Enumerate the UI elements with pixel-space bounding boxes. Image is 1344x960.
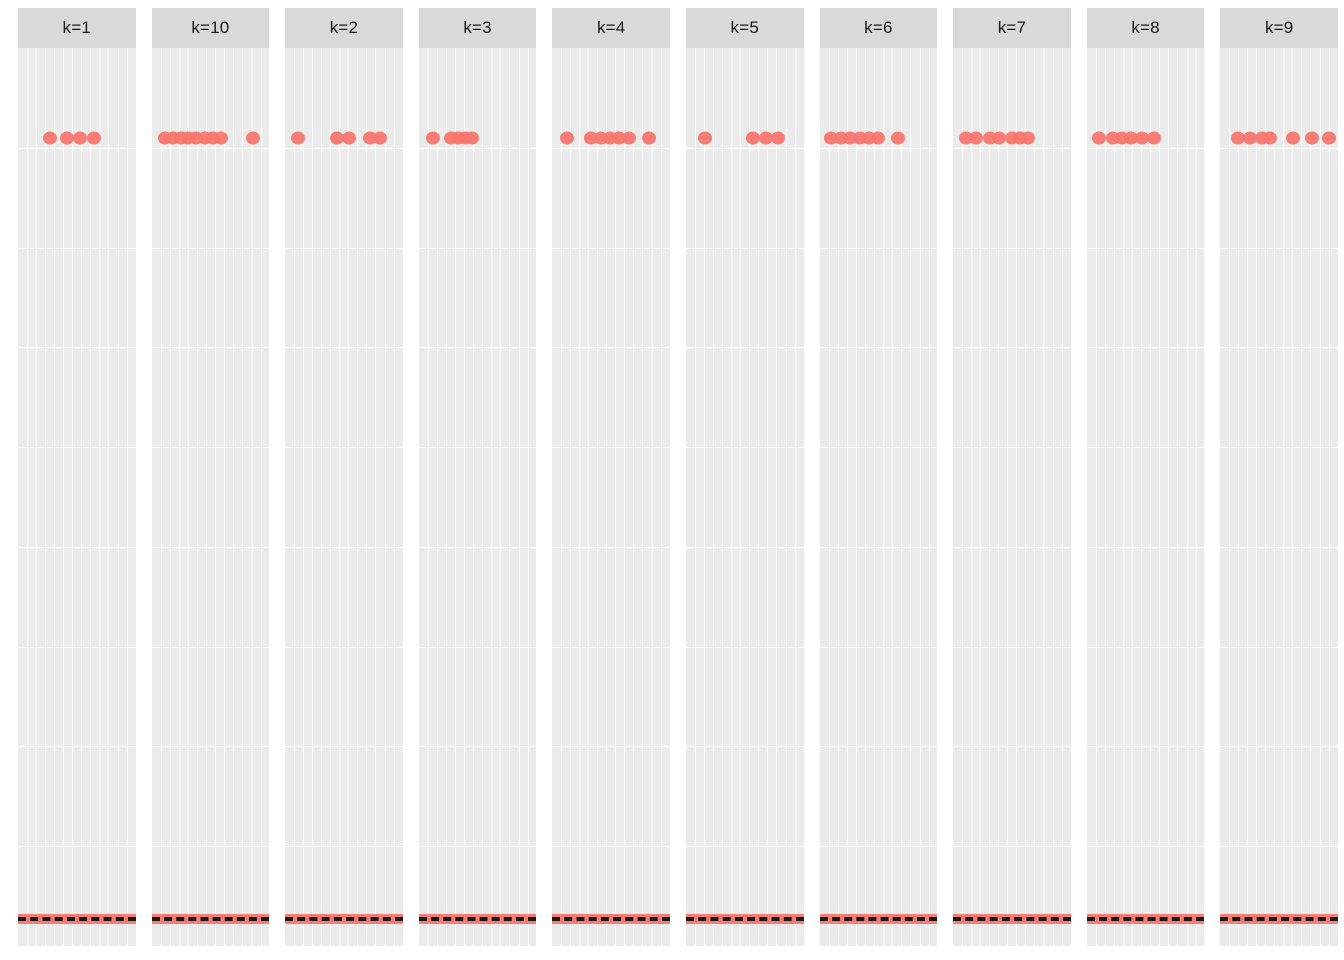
reference-line — [285, 917, 403, 921]
x-gridline — [312, 48, 313, 946]
y-gridline — [552, 248, 670, 249]
x-gridline — [786, 48, 787, 946]
y-gridline — [686, 547, 804, 548]
facet-strip-label: k=2 — [285, 8, 403, 48]
x-gridline — [704, 48, 705, 946]
x-gridline — [303, 48, 304, 946]
x-gridline — [72, 48, 73, 946]
y-gridline — [686, 647, 804, 648]
x-gridline — [36, 48, 37, 946]
facet-strip-label: k=10 — [152, 8, 270, 48]
y-gridline — [152, 647, 270, 648]
data-point — [1092, 131, 1106, 144]
facet-panel — [18, 48, 136, 946]
facet-k-6 — [820, 8, 938, 946]
reference-line — [152, 917, 270, 921]
y-gridline — [18, 248, 136, 249]
facet-strip-label: k=3 — [419, 8, 537, 48]
facet-panel — [953, 48, 1071, 946]
reference-line — [820, 917, 938, 921]
y-gridline — [1220, 447, 1338, 448]
x-gridline — [901, 48, 902, 946]
x-gridline — [63, 48, 64, 946]
data-point — [622, 131, 636, 144]
x-gridline — [206, 48, 207, 946]
y-gridline — [686, 248, 804, 249]
x-gridline — [1310, 48, 1311, 946]
x-gridline — [1196, 48, 1197, 946]
y-gridline — [285, 846, 403, 847]
data-point — [291, 131, 305, 144]
y-gridline — [820, 647, 938, 648]
data-point — [698, 131, 712, 144]
x-gridline — [606, 48, 607, 946]
x-gridline — [233, 48, 234, 946]
y-gridline — [820, 148, 938, 149]
x-gridline — [188, 48, 189, 946]
x-gridline — [1141, 48, 1142, 946]
y-gridline — [18, 347, 136, 348]
x-gridline — [962, 48, 963, 946]
facet-panel — [1087, 48, 1205, 946]
x-gridline — [54, 48, 55, 946]
y-gridline — [285, 148, 403, 149]
x-gridline — [731, 48, 732, 946]
x-gridline — [1016, 48, 1017, 946]
data-point — [871, 131, 885, 144]
data-point — [465, 131, 479, 144]
x-gridline — [357, 48, 358, 946]
facet-k-4 — [552, 8, 670, 946]
x-gridline — [758, 48, 759, 946]
facet-strip-label: k=9 — [1220, 8, 1338, 48]
y-gridline — [18, 148, 136, 149]
x-gridline — [883, 48, 884, 946]
data-point — [1147, 131, 1161, 144]
data-point — [246, 131, 260, 144]
data-point — [1305, 131, 1319, 144]
facet-panel — [152, 48, 270, 946]
x-gridline — [1132, 48, 1133, 946]
y-gridline — [152, 148, 270, 149]
data-point — [1021, 131, 1035, 144]
x-gridline — [920, 48, 921, 946]
y-gridline — [552, 647, 670, 648]
x-gridline — [482, 48, 483, 946]
x-gridline — [99, 48, 100, 946]
y-gridline — [152, 547, 270, 548]
reference-line — [419, 917, 537, 921]
x-gridline — [633, 48, 634, 946]
x-gridline — [998, 48, 999, 946]
data-point — [560, 131, 574, 144]
x-gridline — [1062, 48, 1063, 946]
x-gridline — [624, 48, 625, 946]
y-gridline — [1220, 248, 1338, 249]
x-gridline — [1053, 48, 1054, 946]
x-gridline — [366, 48, 367, 946]
x-gridline — [215, 48, 216, 946]
y-gridline — [1220, 547, 1338, 548]
facet-k-9 — [1220, 8, 1338, 946]
x-gridline — [170, 48, 171, 946]
x-gridline — [1105, 48, 1106, 946]
x-gridline — [740, 48, 741, 946]
y-gridline — [1087, 347, 1205, 348]
y-gridline — [18, 647, 136, 648]
x-gridline — [1274, 48, 1275, 946]
y-gridline — [686, 347, 804, 348]
x-gridline — [910, 48, 911, 946]
x-gridline — [127, 48, 128, 946]
y-gridline — [552, 547, 670, 548]
x-gridline — [1238, 48, 1239, 946]
x-gridline — [375, 48, 376, 946]
y-gridline — [285, 248, 403, 249]
y-gridline — [953, 148, 1071, 149]
y-gridline — [1087, 248, 1205, 249]
y-gridline — [820, 248, 938, 249]
x-gridline — [81, 48, 82, 946]
x-gridline — [1025, 48, 1026, 946]
x-gridline — [1159, 48, 1160, 946]
y-gridline — [419, 547, 537, 548]
x-gridline — [929, 48, 930, 946]
x-gridline — [1187, 48, 1188, 946]
data-point — [373, 131, 387, 144]
x-gridline — [1329, 48, 1330, 946]
y-gridline — [686, 746, 804, 747]
facet-panel — [552, 48, 670, 946]
x-gridline — [1247, 48, 1248, 946]
y-gridline — [953, 447, 1071, 448]
y-gridline — [953, 746, 1071, 747]
reference-line — [552, 917, 670, 921]
x-gridline — [652, 48, 653, 946]
x-gridline — [695, 48, 696, 946]
y-gridline — [1220, 647, 1338, 648]
x-gridline — [579, 48, 580, 946]
x-gridline — [330, 48, 331, 946]
facet-panel — [686, 48, 804, 946]
facet-k-2 — [285, 8, 403, 946]
x-gridline — [865, 48, 866, 946]
facet-k-7 — [953, 8, 1071, 946]
x-gridline — [767, 48, 768, 946]
x-gridline — [348, 48, 349, 946]
x-gridline — [847, 48, 848, 946]
facet-strip-label: k=8 — [1087, 8, 1205, 48]
x-gridline — [394, 48, 395, 946]
y-gridline — [552, 347, 670, 348]
reference-line — [686, 917, 804, 921]
x-gridline — [118, 48, 119, 946]
x-gridline — [491, 48, 492, 946]
x-gridline — [428, 48, 429, 946]
x-gridline — [874, 48, 875, 946]
y-gridline — [1220, 347, 1338, 348]
x-gridline — [242, 48, 243, 946]
x-gridline — [179, 48, 180, 946]
y-gridline — [1220, 846, 1338, 847]
y-gridline — [152, 447, 270, 448]
x-gridline — [713, 48, 714, 946]
y-gridline — [419, 148, 537, 149]
facet-k-10 — [152, 8, 270, 946]
facet-strip-label: k=4 — [552, 8, 670, 48]
x-gridline — [980, 48, 981, 946]
y-gridline — [686, 447, 804, 448]
x-gridline — [1292, 48, 1293, 946]
x-gridline — [1168, 48, 1169, 946]
y-gridline — [1220, 746, 1338, 747]
x-gridline — [261, 48, 262, 946]
data-point — [342, 131, 356, 144]
x-gridline — [795, 48, 796, 946]
x-gridline — [892, 48, 893, 946]
facet-strip-label: k=6 — [820, 8, 938, 48]
facet-panel — [1220, 48, 1338, 946]
data-point — [642, 131, 656, 144]
x-gridline — [27, 48, 28, 946]
data-point — [1322, 131, 1336, 144]
x-gridline — [90, 48, 91, 946]
y-gridline — [820, 547, 938, 548]
x-gridline — [294, 48, 295, 946]
y-gridline — [18, 746, 136, 747]
x-gridline — [197, 48, 198, 946]
y-gridline — [953, 846, 1071, 847]
y-gridline — [552, 846, 670, 847]
y-gridline — [1087, 547, 1205, 548]
y-gridline — [953, 647, 1071, 648]
y-gridline — [820, 746, 938, 747]
y-gridline — [1087, 148, 1205, 149]
y-gridline — [686, 846, 804, 847]
reference-line — [953, 917, 1071, 921]
facet-strip-label: k=1 — [18, 8, 136, 48]
data-point — [891, 131, 905, 144]
data-point — [214, 131, 228, 144]
facet-k-1 — [18, 8, 136, 946]
facet-panel — [820, 48, 938, 946]
y-gridline — [419, 347, 537, 348]
y-gridline — [152, 846, 270, 847]
y-gridline — [285, 647, 403, 648]
x-gridline — [528, 48, 529, 946]
y-gridline — [820, 447, 938, 448]
x-gridline — [597, 48, 598, 946]
y-gridline — [1087, 846, 1205, 847]
y-gridline — [686, 148, 804, 149]
y-gridline — [152, 248, 270, 249]
data-point — [746, 131, 760, 144]
x-gridline — [509, 48, 510, 946]
y-gridline — [18, 447, 136, 448]
x-gridline — [464, 48, 465, 946]
data-point — [969, 131, 983, 144]
y-gridline — [419, 647, 537, 648]
y-gridline — [953, 347, 1071, 348]
x-gridline — [446, 48, 447, 946]
data-point — [992, 131, 1006, 144]
x-gridline — [856, 48, 857, 946]
y-gridline — [152, 347, 270, 348]
facet-k-8 — [1087, 8, 1205, 946]
y-gridline — [18, 547, 136, 548]
x-gridline — [989, 48, 990, 946]
facet-panel — [419, 48, 537, 946]
y-gridline — [1087, 647, 1205, 648]
facet-k-5 — [686, 8, 804, 946]
y-gridline — [953, 547, 1071, 548]
reference-line — [1087, 917, 1205, 921]
data-point — [60, 131, 74, 144]
x-gridline — [385, 48, 386, 946]
x-gridline — [500, 48, 501, 946]
x-gridline — [838, 48, 839, 946]
y-gridline — [419, 447, 537, 448]
x-gridline — [1043, 48, 1044, 946]
facet-strip-label: k=7 — [953, 8, 1071, 48]
x-gridline — [161, 48, 162, 946]
x-gridline — [1114, 48, 1115, 946]
x-gridline — [108, 48, 109, 946]
y-gridline — [1087, 746, 1205, 747]
x-gridline — [561, 48, 562, 946]
y-gridline — [419, 248, 537, 249]
data-point — [1263, 131, 1277, 144]
x-gridline — [437, 48, 438, 946]
x-gridline — [588, 48, 589, 946]
y-gridline — [552, 148, 670, 149]
x-gridline — [722, 48, 723, 946]
data-point — [87, 131, 101, 144]
x-gridline — [642, 48, 643, 946]
y-gridline — [419, 846, 537, 847]
x-gridline — [570, 48, 571, 946]
x-gridline — [473, 48, 474, 946]
x-gridline — [1096, 48, 1097, 946]
x-gridline — [252, 48, 253, 946]
x-gridline — [749, 48, 750, 946]
x-gridline — [339, 48, 340, 946]
data-point — [1286, 131, 1300, 144]
x-gridline — [1123, 48, 1124, 946]
data-point — [771, 131, 785, 144]
x-gridline — [224, 48, 225, 946]
x-gridline — [321, 48, 322, 946]
y-gridline — [820, 347, 938, 348]
data-point — [73, 131, 87, 144]
x-gridline — [661, 48, 662, 946]
x-gridline — [1256, 48, 1257, 946]
x-gridline — [519, 48, 520, 946]
y-gridline — [953, 248, 1071, 249]
x-gridline — [1150, 48, 1151, 946]
x-gridline — [1007, 48, 1008, 946]
x-gridline — [1283, 48, 1284, 946]
y-gridline — [1220, 148, 1338, 149]
y-gridline — [18, 846, 136, 847]
x-gridline — [829, 48, 830, 946]
y-gridline — [285, 347, 403, 348]
y-gridline — [285, 547, 403, 548]
facet-panel — [285, 48, 403, 946]
y-gridline — [419, 746, 537, 747]
data-point — [43, 131, 57, 144]
y-gridline — [552, 746, 670, 747]
x-gridline — [1265, 48, 1266, 946]
y-gridline — [1087, 447, 1205, 448]
x-gridline — [45, 48, 46, 946]
x-gridline — [615, 48, 616, 946]
reference-line — [1220, 917, 1338, 921]
reference-line — [18, 917, 136, 921]
y-gridline — [285, 447, 403, 448]
x-gridline — [1301, 48, 1302, 946]
x-gridline — [1034, 48, 1035, 946]
data-point — [426, 131, 440, 144]
y-gridline — [285, 746, 403, 747]
x-gridline — [776, 48, 777, 946]
x-gridline — [1320, 48, 1321, 946]
y-gridline — [820, 846, 938, 847]
x-gridline — [971, 48, 972, 946]
y-gridline — [552, 447, 670, 448]
x-gridline — [455, 48, 456, 946]
facet-k-3 — [419, 8, 537, 946]
y-gridline — [152, 746, 270, 747]
x-gridline — [1177, 48, 1178, 946]
facet-strip-label: k=5 — [686, 8, 804, 48]
x-gridline — [1229, 48, 1230, 946]
